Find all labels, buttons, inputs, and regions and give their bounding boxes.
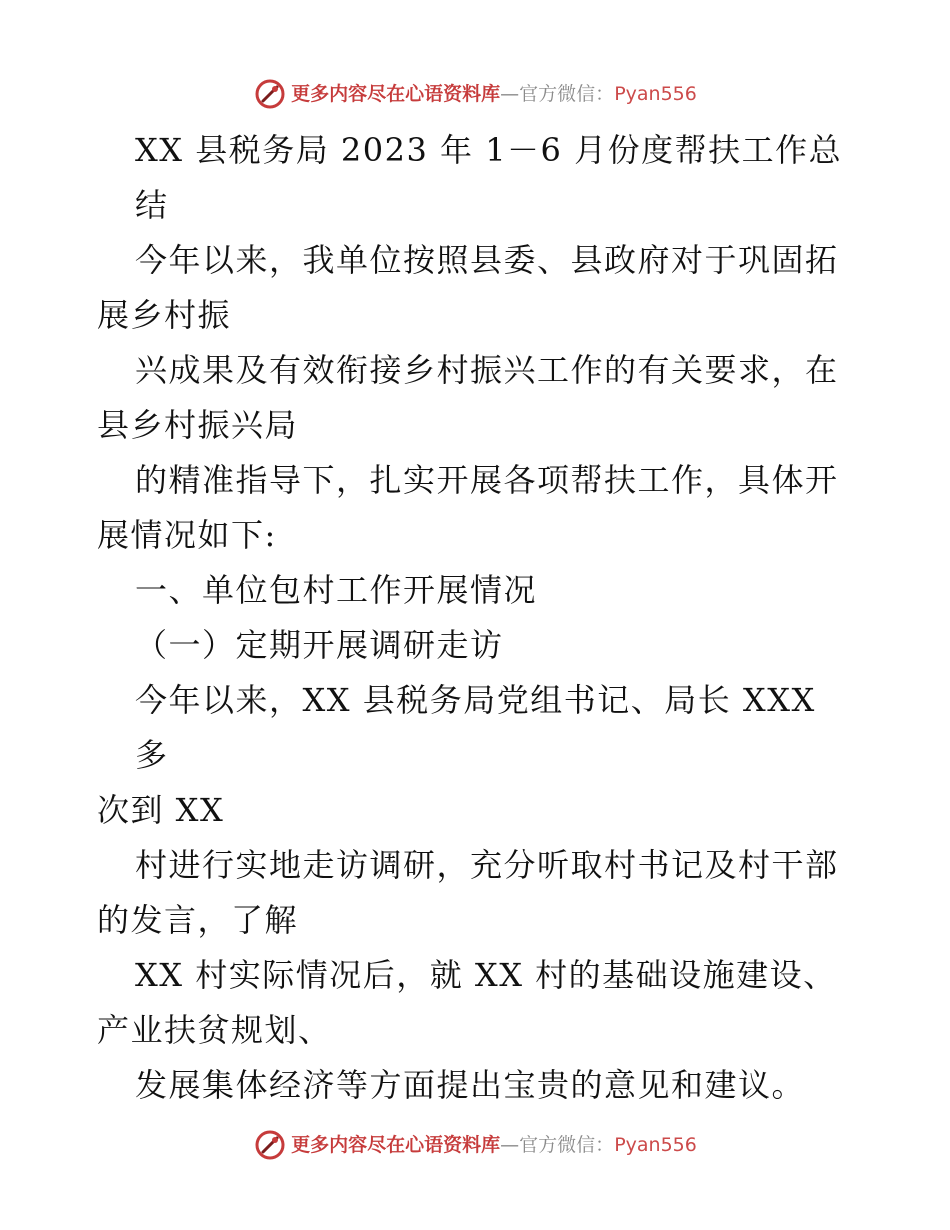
logo-icon: [253, 1128, 287, 1162]
watermark-main-text: 更多内容尽在心语资料库: [291, 83, 501, 105]
watermark-id: Pyan556: [614, 83, 697, 105]
doc-line: 今年以来，我单位按照县委、县政府对于巩固拓: [135, 241, 839, 279]
doc-line: 次到 XX: [97, 791, 225, 829]
doc-line: 展情况如下:: [97, 516, 277, 554]
doc-line: 产业扶贫规划、: [97, 1011, 332, 1049]
doc-line: 发展集体经济等方面提出宝贵的意见和建议。: [135, 1066, 806, 1104]
doc-line: 展乡村振: [97, 296, 232, 334]
watermark-sub-text: 官方微信：: [519, 83, 615, 105]
doc-line: 的精准指导下，扎实开展各项帮扶工作，具体开: [135, 461, 839, 499]
doc-line: 今年以来，XX 县税务局党组书记、局长 XXX 多: [135, 681, 816, 774]
doc-line: 村进行实地走访调研，充分听取村书记及村干部: [135, 846, 839, 884]
doc-title: XX 县税务局 2023 年 1－6 月份度帮扶工作总结: [135, 131, 843, 224]
doc-line: 的发言，了解: [97, 901, 299, 939]
watermark-sub-text: 官方微信：: [519, 1134, 615, 1156]
doc-line: 县乡村振兴局: [97, 406, 299, 444]
section-heading: 一、单位包村工作开展情况: [135, 571, 538, 609]
logo-icon: [253, 77, 287, 111]
watermark-dash: —: [500, 83, 520, 105]
watermark-dash: —: [500, 1134, 520, 1156]
doc-line: 兴成果及有效衔接乡村振兴工作的有关要求，在: [135, 351, 839, 389]
document-body: [97, 123, 857, 1113]
watermark-id: Pyan556: [614, 1134, 697, 1156]
doc-line: XX 村实际情况后，就 XX 村的基础设施建设、: [135, 956, 837, 994]
watermark-footer: [0, 1128, 950, 1162]
watermark-header: [0, 77, 950, 111]
watermark-main-text: 更多内容尽在心语资料库: [291, 1134, 501, 1156]
subsection-heading: （一）定期开展调研走访: [135, 626, 504, 664]
